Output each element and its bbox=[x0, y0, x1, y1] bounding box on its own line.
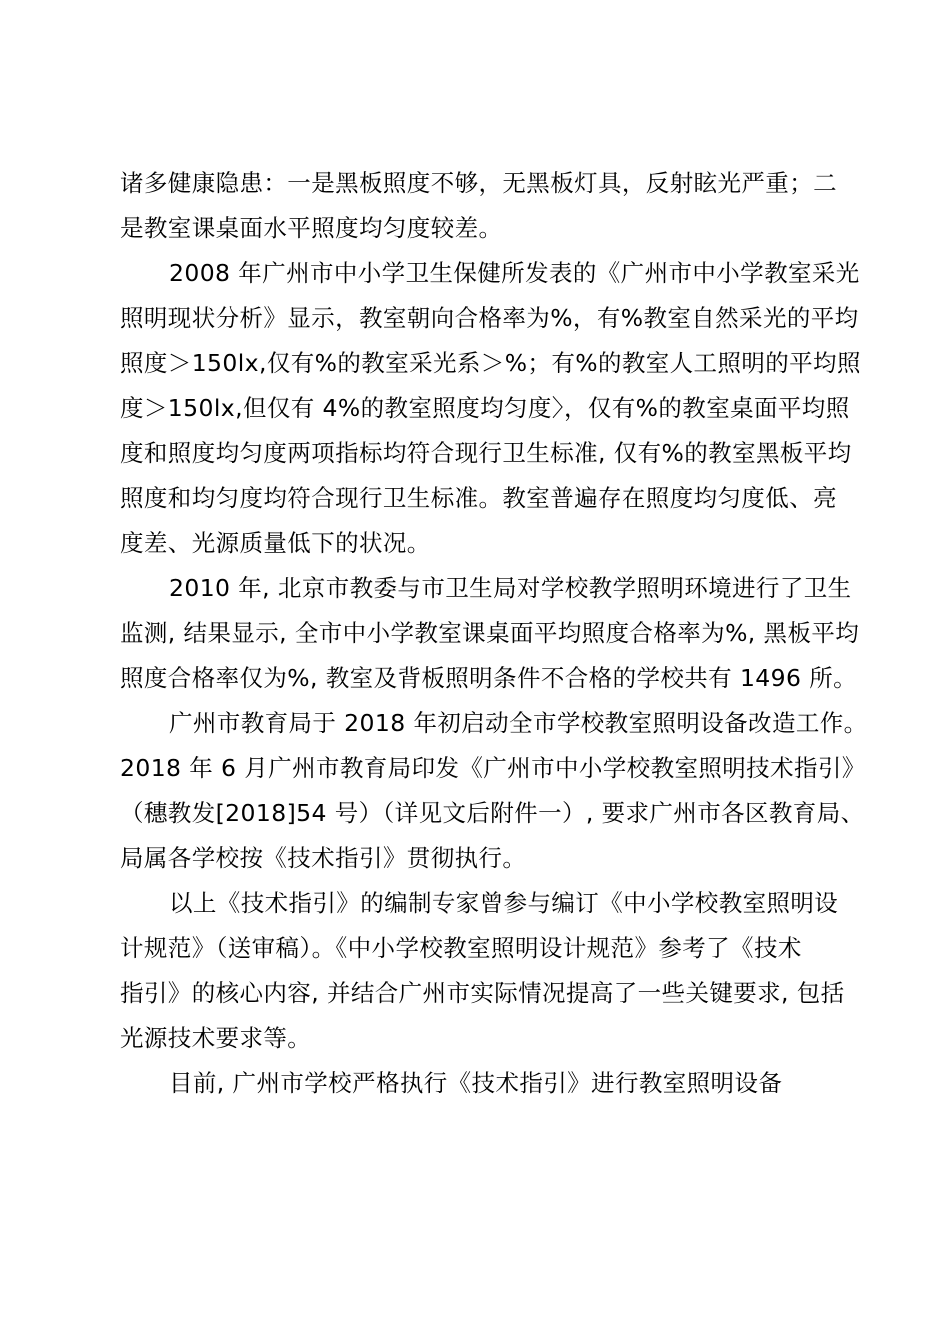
text-line: 监测, 结果显示, 全市中小学教室课桌面平均照度合格率为%, 黑板平均 bbox=[120, 619, 860, 647]
text-line: 2008 年广州市中小学卫生保健所发表的《广州市中小学教室采光 bbox=[169, 259, 860, 287]
text-line: 目前, 广州市学校严格执行《技术指引》进行教室照明设备 bbox=[169, 1069, 783, 1097]
text-line: 以上《技术指引》的编制专家曾参与编订《中小学校教室照明设 bbox=[169, 889, 839, 917]
text-line: 局属各学校按《技术指引》贯彻执行。 bbox=[120, 844, 527, 872]
text-line: 诸多健康隐患：一是黑板照度不够，无黑板灯具，反射眩光严重；二 bbox=[120, 169, 837, 197]
text-line: 照明现状分析》显示，教室朝向合格率为%，有%教室自然采光的平均 bbox=[120, 304, 859, 332]
text-line: 光源技术要求等。 bbox=[120, 1024, 312, 1052]
document-body bbox=[120, 161, 868, 1106]
text-line: 照度＞150lx,仅有%的教室采光系＞%；有%的教室人工照明的平均照 bbox=[120, 349, 861, 377]
text-line: 是教室课桌面水平照度均匀度较差。 bbox=[120, 214, 503, 242]
text-line: 照度和均匀度均符合现行卫生标准。教室普遍存在照度均匀度低、亮 bbox=[120, 484, 837, 512]
text-line: 度＞150lx,但仅有 4%的教室照度均匀度〉，仅有%的教室桌面平均照 bbox=[120, 394, 850, 422]
text-line: 广州市教育局于 2018 年初启动全市学校教室照明设备改造工作。 bbox=[169, 709, 868, 737]
text-line: 指引》的核心内容, 并结合广州市实际情况提高了一些关键要求, 包括 bbox=[120, 979, 845, 1007]
text-line: （穗教发[2018]54 号）（详见文后附件一）, 要求广州市各区教育局、 bbox=[120, 799, 865, 827]
text-line: 2018 年 6 月广州市教育局印发《广州市中小学校教室照明技术指引》 bbox=[120, 754, 866, 782]
text-line: 度差、光源质量低下的状况。 bbox=[120, 529, 431, 557]
text-line: 度和照度均匀度两项指标均符合现行卫生标准, 仅有%的教室黑板平均 bbox=[120, 439, 852, 467]
text-line: 照度合格率仅为%, 教室及背板照明条件不合格的学校共有 1496 所。 bbox=[120, 664, 858, 692]
text-line: 计规范》（送审稿）。《中小学校教室照明设计规范》参考了《技术 bbox=[120, 934, 802, 962]
text-line: 2010 年, 北京市教委与市卫生局对学校教学照明环境进行了卫生 bbox=[169, 574, 852, 602]
